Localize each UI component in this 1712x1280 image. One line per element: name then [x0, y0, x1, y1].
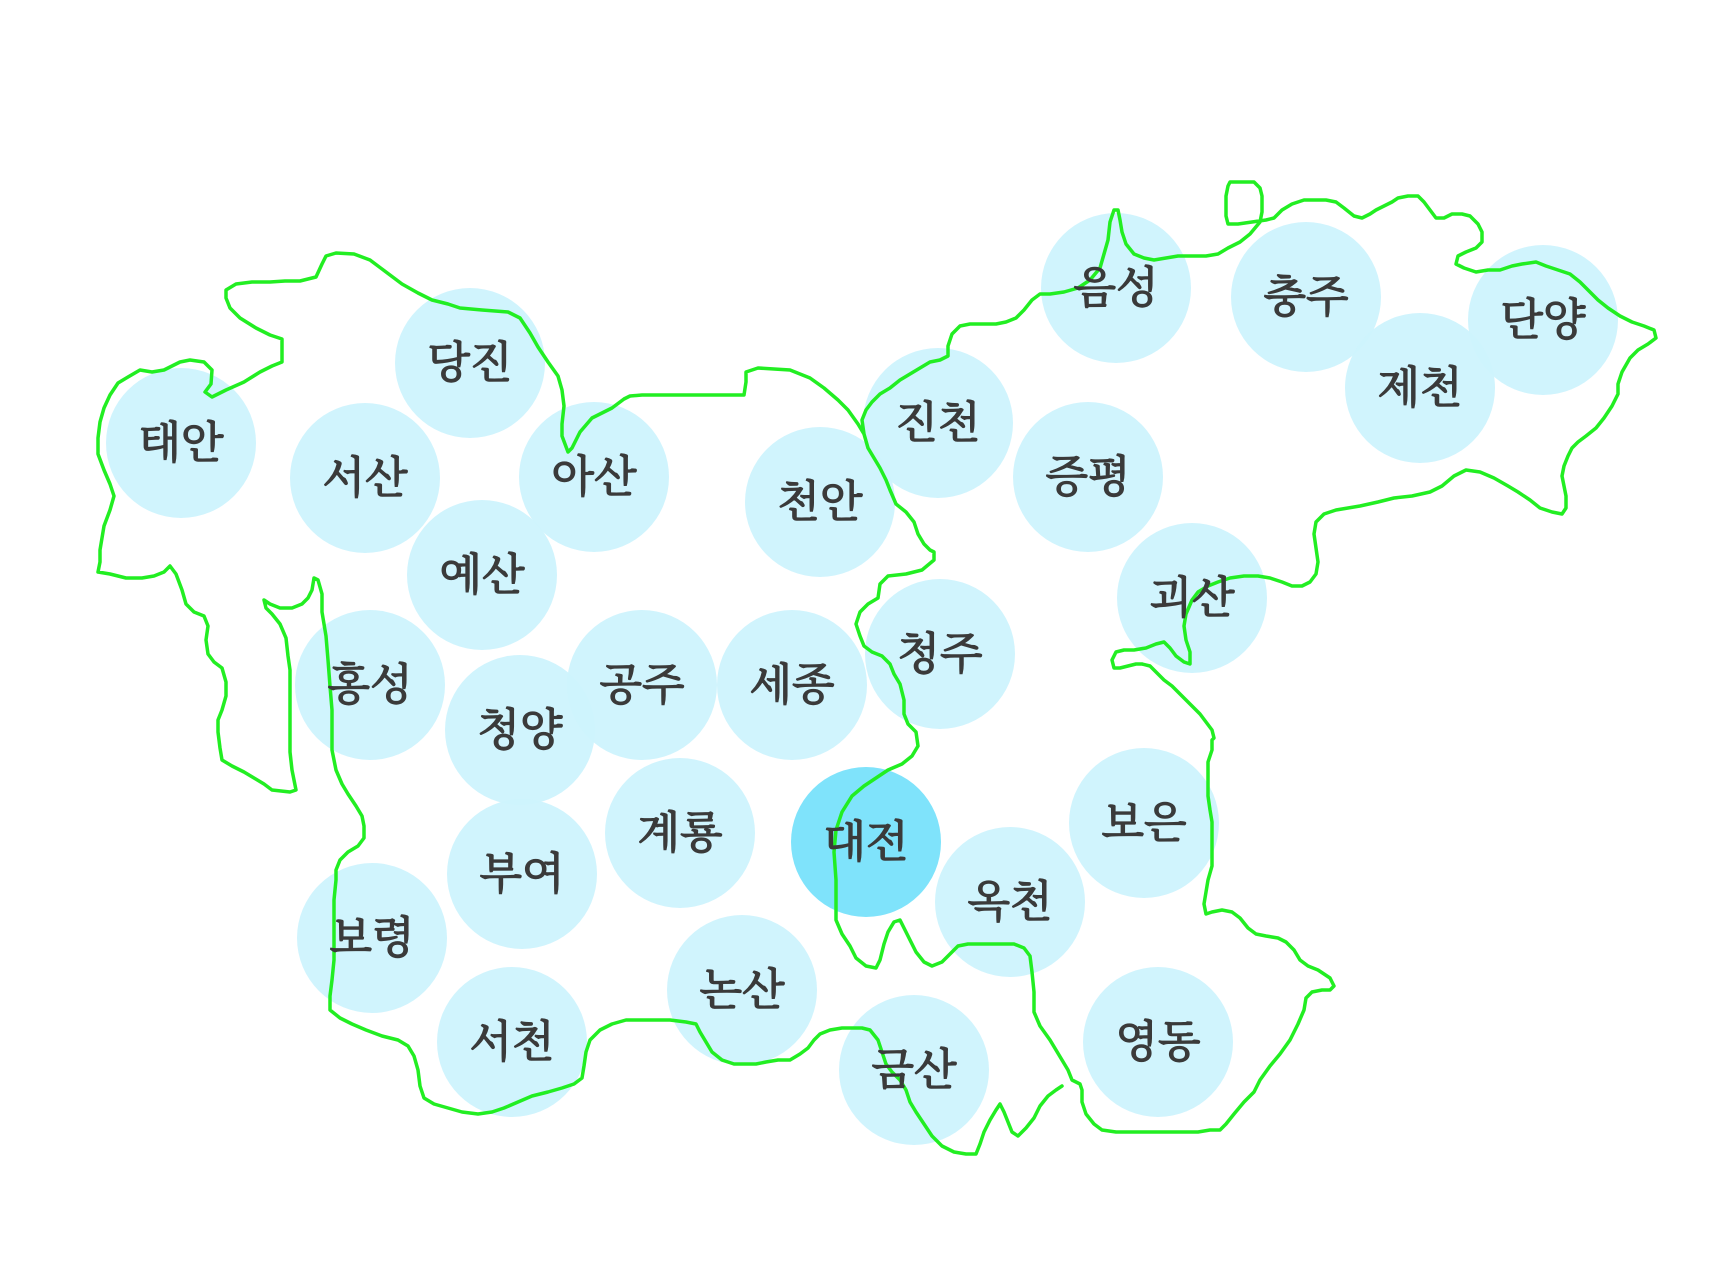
city-label-okcheon: 옥천	[967, 876, 1053, 928]
city-marker-boeun[interactable]	[1069, 748, 1219, 898]
city-marker-cheongju[interactable]	[865, 579, 1015, 729]
city-label-jeungpyeong: 증평	[1045, 451, 1131, 503]
city-marker-nonsan[interactable]	[667, 915, 817, 1065]
city-marker-boryeong[interactable]	[297, 863, 447, 1013]
city-label-dangjin: 당진	[427, 337, 513, 389]
city-label-cheonan: 천안	[777, 476, 863, 528]
city-label-boeun: 보은	[1101, 797, 1187, 849]
city-label-daejeon: 대전	[823, 816, 909, 868]
city-label-buyeo: 부여	[479, 848, 565, 900]
city-label-yeongdong: 영동	[1115, 1016, 1201, 1068]
city-marker-gyeryong[interactable]	[605, 758, 755, 908]
city-label-boryeong: 보령	[329, 912, 415, 964]
city-marker-jeungpyeong[interactable]	[1013, 402, 1163, 552]
city-label-cheongju: 청주	[897, 628, 983, 680]
city-label-yesan: 예산	[439, 549, 525, 601]
city-label-geumsan: 금산	[871, 1044, 957, 1096]
city-label-goesan: 괴산	[1149, 572, 1235, 624]
city-marker-okcheon[interactable]	[935, 827, 1085, 977]
city-label-eumseong: 음성	[1073, 262, 1159, 314]
city-marker-seocheon[interactable]	[437, 967, 587, 1117]
city-circles-layer	[106, 213, 1618, 1145]
city-label-asan: 아산	[551, 451, 637, 503]
city-label-taean: 태안	[138, 417, 224, 469]
city-marker-eumseong[interactable]	[1041, 213, 1191, 363]
city-marker-taean[interactable]	[106, 368, 256, 518]
city-label-cheongyang: 청양	[477, 704, 563, 756]
city-marker-yeongdong[interactable]	[1083, 967, 1233, 1117]
city-label-sejong: 세종	[749, 659, 835, 711]
city-marker-jecheon[interactable]	[1345, 313, 1495, 463]
city-label-nonsan: 논산	[699, 964, 785, 1016]
city-label-jincheon: 진천	[895, 397, 981, 449]
city-label-gongju: 공주	[599, 659, 685, 711]
city-label-seocheon: 서천	[469, 1016, 555, 1068]
city-marker-sejong[interactable]	[717, 610, 867, 760]
city-marker-buyeo[interactable]	[447, 799, 597, 949]
city-label-chungju: 충주	[1263, 271, 1349, 323]
city-label-danyang: 단양	[1500, 294, 1586, 346]
city-marker-hongseong[interactable]	[295, 610, 445, 760]
city-marker-gongju[interactable]	[567, 610, 717, 760]
city-label-jecheon: 제천	[1377, 362, 1463, 414]
city-label-seosan: 서산	[322, 452, 408, 504]
city-label-gyeryong: 계룡	[637, 807, 723, 859]
city-marker-seosan[interactable]	[290, 403, 440, 553]
city-marker-daejeon[interactable]	[791, 767, 941, 917]
city-marker-yesan[interactable]	[407, 500, 557, 650]
city-marker-geumsan[interactable]	[839, 995, 989, 1145]
city-label-hongseong: 홍성	[327, 659, 413, 711]
